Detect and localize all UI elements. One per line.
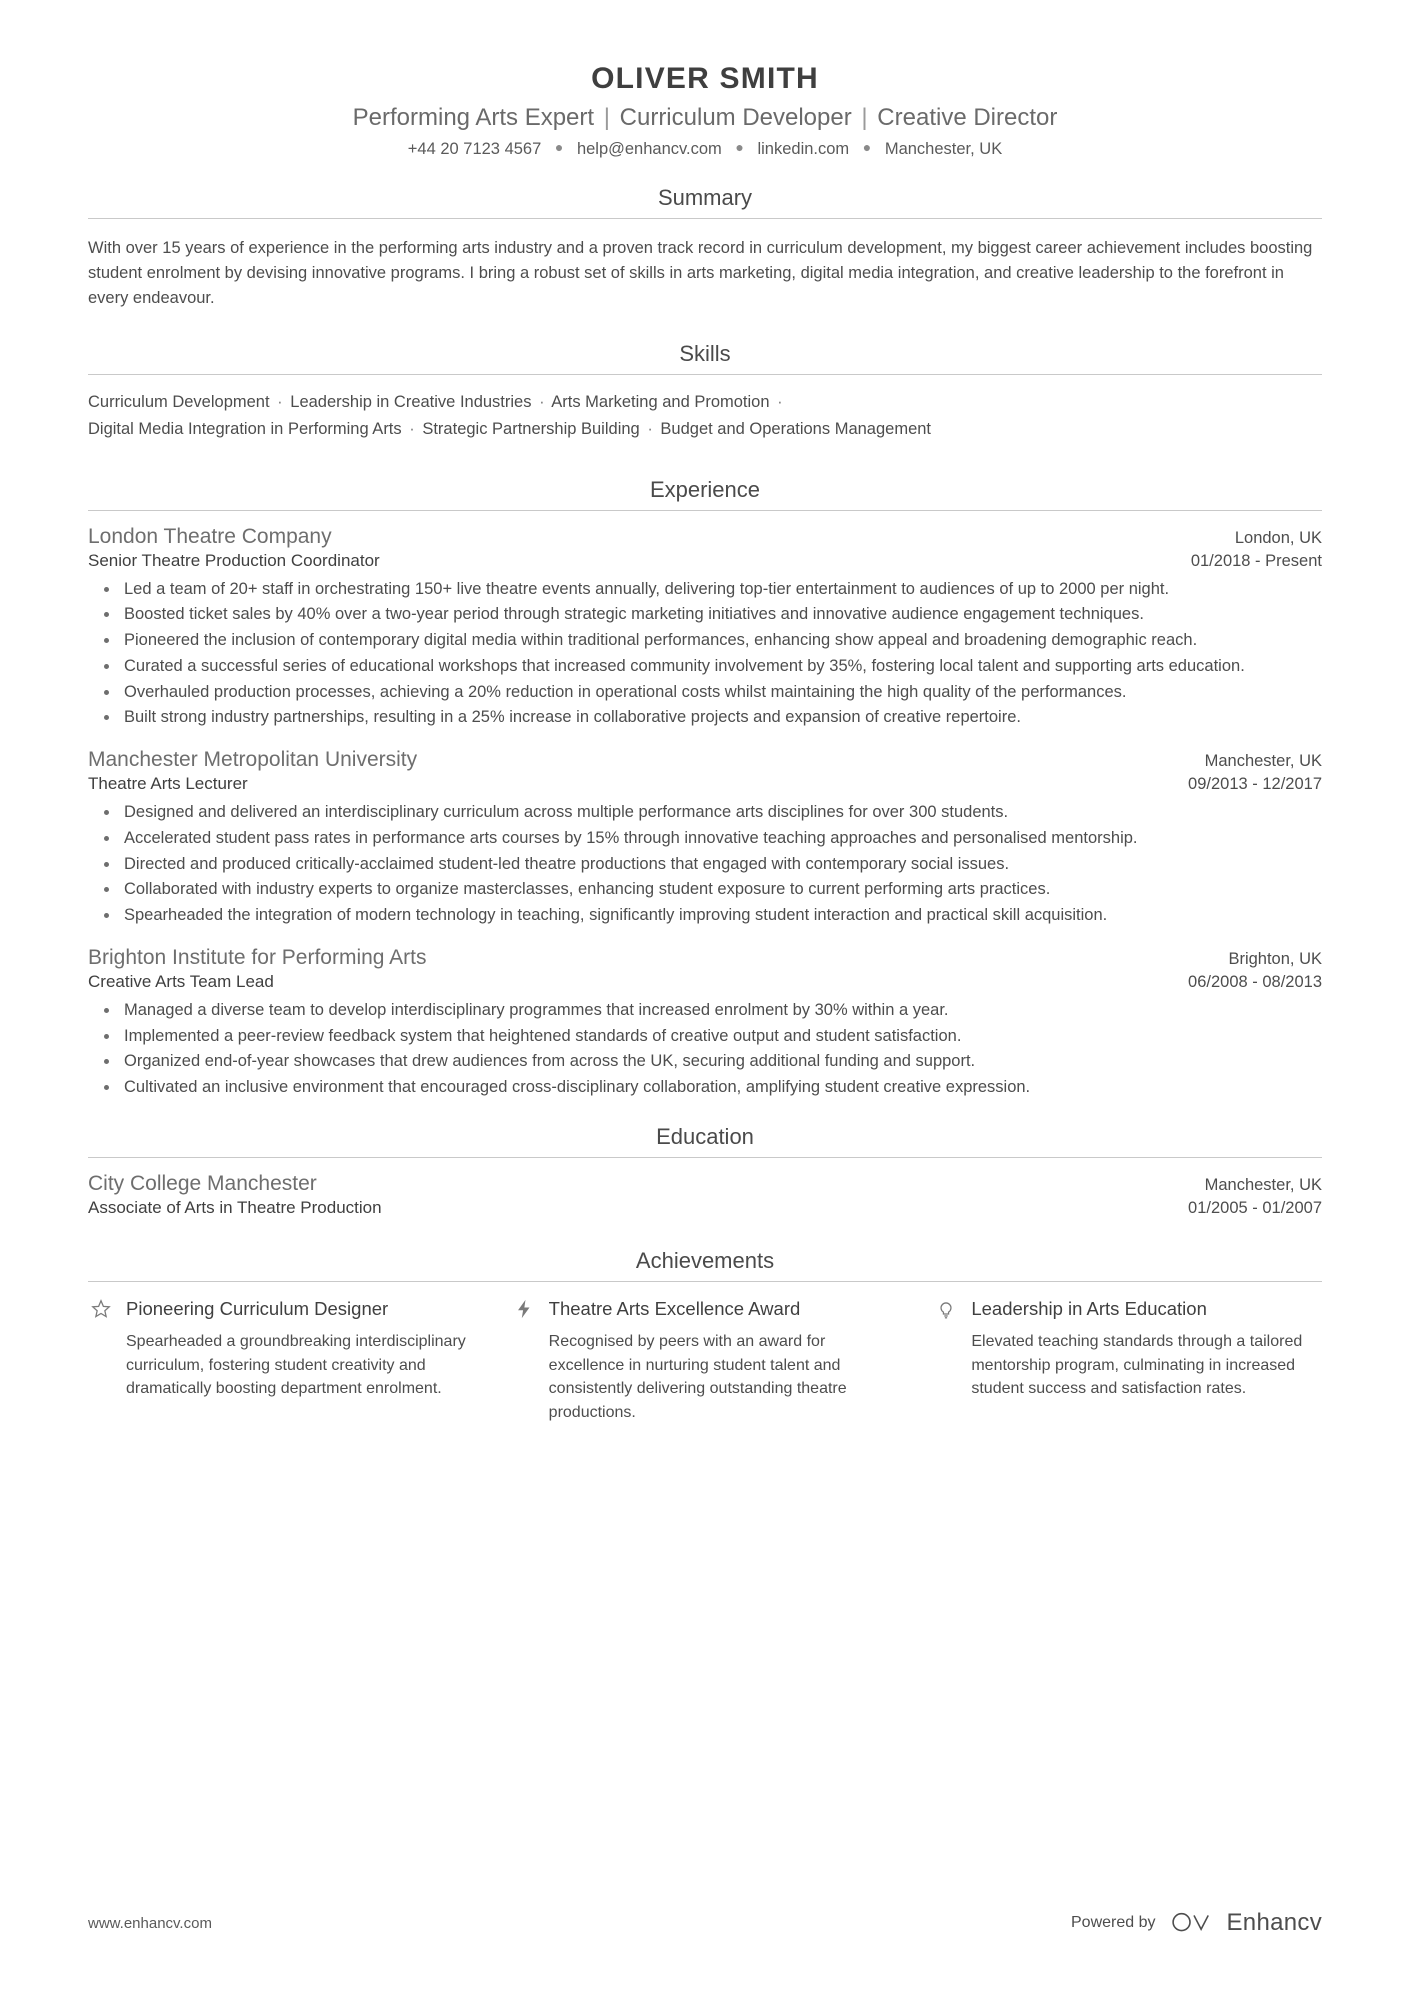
candidate-headline — [88, 104, 1322, 132]
footer-brand-group — [1071, 1909, 1322, 1937]
achievement-description: Elevated teaching standards through a tailored mentorship program, culminating in increased student success and satisfaction rates. — [971, 1332, 1303, 1398]
headline-part-2: Curriculum Developer — [619, 104, 852, 131]
experience-entry — [88, 946, 1322, 1100]
skill-item: Arts Marketing and Promotion — [551, 393, 770, 412]
section-divider — [88, 374, 1322, 375]
experience-bullet: Organized end-of-year showcases that drew audiences from across the UK, securing additional funding and support. — [122, 1049, 1322, 1074]
headline-separator-2: | — [861, 104, 868, 131]
experience-dates: 06/2008 - 08/2013 — [1188, 972, 1322, 991]
experience-company: London Theatre Company — [88, 524, 332, 548]
experience-bullets — [88, 577, 1322, 731]
skill-item: Strategic Partnership Building — [422, 419, 640, 438]
section-title-experience: Experience — [649, 476, 761, 502]
experience-dates: 01/2018 - Present — [1190, 551, 1322, 570]
experience-bullet: Collaborated with industry experts to organize masterclasses, enhancing student exposure to current performing arts practices. — [122, 877, 1322, 902]
skill-separator: · — [277, 393, 283, 412]
skills-line-1 — [88, 389, 1322, 416]
footer-website[interactable]: www.enhancv.com — [88, 1914, 212, 1932]
skill-item: Budget and Operations Management — [660, 419, 932, 438]
education-degree: Associate of Arts in Theatre Production — [88, 1197, 382, 1217]
achievement-title: Leadership in Arts Education — [971, 1297, 1207, 1319]
experience-bullet: Implemented a peer-review feedback system that heightened standards of creative output and student satisfaction. — [122, 1024, 1322, 1049]
experience-role: Creative Arts Team Lead — [88, 971, 274, 991]
skills-line-2 — [88, 416, 1322, 443]
education-dates: 01/2005 - 01/2007 — [1188, 1198, 1322, 1217]
education-entry — [88, 1172, 1322, 1218]
experience-bullet: Boosted ticket sales by 40% over a two-year period through strategic marketing initiatives and innovative audience engagement techniques. — [122, 602, 1322, 627]
skill-separator: · — [539, 393, 545, 412]
experience-entry — [88, 748, 1322, 928]
experience-bullet: Overhauled production processes, achieving a 20% reduction in operational costs whilst maintaining the high quality of the performances. — [122, 680, 1322, 705]
experience-location: London, UK — [1234, 528, 1322, 547]
experience-entry-subheader — [88, 972, 1322, 992]
education-entry-header — [88, 1172, 1322, 1196]
skill-separator: · — [409, 419, 415, 438]
achievement-item — [511, 1296, 900, 1425]
achievement-description: Spearheaded a groundbreaking interdisciplinary curriculum, fostering student creativity and dramatically boosting department enrolment. — [126, 1332, 466, 1398]
experience-dates: 09/2013 - 12/2017 — [1188, 775, 1322, 794]
achievement-header — [88, 1296, 477, 1322]
experience-entry-subheader — [88, 551, 1322, 571]
skill-item: Leadership in Creative Industries — [290, 393, 532, 412]
star-icon — [88, 1296, 114, 1322]
section-title-education: Education — [656, 1123, 754, 1149]
achievement-title: Theatre Arts Excellence Award — [548, 1297, 801, 1319]
section-divider — [88, 1157, 1322, 1158]
headline-separator-1: | — [603, 104, 610, 131]
contact-row — [88, 139, 1322, 159]
bolt-icon — [511, 1296, 537, 1322]
enhancv-logo — [1170, 1909, 1323, 1937]
experience-entry — [88, 525, 1322, 731]
achievement-item — [88, 1296, 477, 1425]
contact-linkedin[interactable]: linkedin.com — [757, 140, 850, 158]
section-achievements — [88, 1248, 1322, 1425]
section-divider — [88, 1281, 1322, 1282]
achievement-description: Recognised by peers with an award for excellence in nurturing student talent and consistently delivering outstanding theatre productions. — [548, 1332, 847, 1421]
candidate-name: OLIVER SMITH — [591, 62, 819, 95]
resume-header — [88, 62, 1322, 159]
headline-part-3: Creative Director — [877, 104, 1058, 131]
section-divider — [88, 510, 1322, 511]
experience-bullets — [88, 800, 1322, 928]
experience-bullet: Accelerated student pass rates in performance arts courses by 15% through innovative teaching approaches and personalised mentorship. — [122, 826, 1322, 851]
experience-bullet: Pioneered the inclusion of contemporary digital media within traditional performances, enhancing show appeal and broadening demographic reach. — [122, 628, 1322, 653]
skill-item: Curriculum Development — [88, 393, 270, 412]
experience-role: Theatre Arts Lecturer — [88, 774, 248, 794]
section-divider — [88, 218, 1322, 219]
education-school: City College Manchester — [88, 1171, 317, 1195]
contact-bullet-icon: ● — [862, 139, 872, 155]
achievement-header — [511, 1296, 900, 1322]
section-title-skills: Skills — [679, 341, 731, 367]
skill-separator: · — [647, 419, 653, 438]
experience-entry-header — [88, 748, 1322, 772]
section-title-achievements: Achievements — [635, 1247, 775, 1273]
contact-location: Manchester, UK — [884, 140, 1003, 158]
page-footer — [88, 1909, 1322, 1937]
experience-role: Senior Theatre Production Coordinator — [88, 550, 380, 570]
experience-bullet: Designed and delivered an interdisciplinary curriculum across multiple performance arts disciplines for over 300 students. — [122, 800, 1322, 825]
achievement-title: Pioneering Curriculum Designer — [126, 1297, 389, 1319]
brand-name: Enhancv — [1226, 1909, 1322, 1936]
contact-email[interactable]: help@enhancv.com — [576, 140, 722, 158]
experience-bullet: Curated a successful series of educational workshops that increased community involvement by 35%, fostering local talent and supporting arts education. — [122, 654, 1322, 679]
experience-bullets — [88, 998, 1322, 1100]
experience-bullet: Directed and produced critically-acclaimed student-led theatre productions that engaged with contemporary social issues. — [122, 852, 1322, 877]
experience-entry-header — [88, 946, 1322, 970]
experience-bullet: Built strong industry partnerships, resulting in a 25% increase in collaborative projects and expansion of creative repertoire. — [122, 705, 1322, 730]
headline-part-1: Performing Arts Expert — [352, 104, 595, 131]
achievement-item — [933, 1296, 1322, 1425]
experience-company: Brighton Institute for Performing Arts — [88, 945, 427, 969]
summary-text: With over 15 years of experience in the performing arts industry and a proven track record in curriculum development, my biggest career achievement includes boosting student enrolment by devising innovative programs. I bring a robust set of skills in arts marketing, digital media integration, and creative leadership to the forefront in every endeavour. — [88, 238, 1313, 307]
skill-item: Digital Media Integration in Performing Arts — [88, 419, 402, 438]
section-education — [88, 1124, 1322, 1218]
experience-company: Manchester Metropolitan University — [88, 748, 418, 772]
experience-bullet: Spearheaded the integration of modern technology in teaching, significantly improving student interaction and practical skill acquisition. — [122, 903, 1322, 928]
powered-by-label: Powered by — [1071, 1914, 1156, 1931]
education-location: Manchester, UK — [1204, 1175, 1322, 1194]
experience-location: Brighton, UK — [1228, 949, 1322, 968]
skill-separator: · — [777, 393, 783, 412]
section-experience — [88, 477, 1322, 1100]
experience-bullet: Managed a diverse team to develop interdisciplinary programmes that increased enrolment by 30% within a year. — [122, 998, 1322, 1023]
contact-phone: +44 20 7123 4567 — [407, 140, 542, 158]
section-skills — [88, 341, 1322, 442]
lightbulb-icon — [933, 1296, 959, 1322]
section-summary — [88, 185, 1322, 311]
experience-bullet: Cultivated an inclusive environment that encouraged cross-disciplinary collaboration, amplifying student creative expression. — [122, 1075, 1322, 1100]
education-entry-subheader — [88, 1198, 1322, 1218]
contact-bullet-icon: ● — [554, 139, 564, 155]
section-title-summary: Summary — [657, 185, 753, 210]
experience-entry-subheader — [88, 774, 1322, 794]
experience-bullet: Led a team of 20+ staff in orchestrating 150+ live theatre events annually, delivering top-tier entertainment to audiences of up to 2000 per night. — [122, 577, 1322, 602]
contact-bullet-icon: ● — [735, 139, 744, 155]
experience-entry-header — [88, 525, 1322, 549]
achievement-header — [933, 1296, 1322, 1322]
achievements-grid — [88, 1296, 1322, 1425]
experience-location: Manchester, UK — [1204, 752, 1322, 771]
